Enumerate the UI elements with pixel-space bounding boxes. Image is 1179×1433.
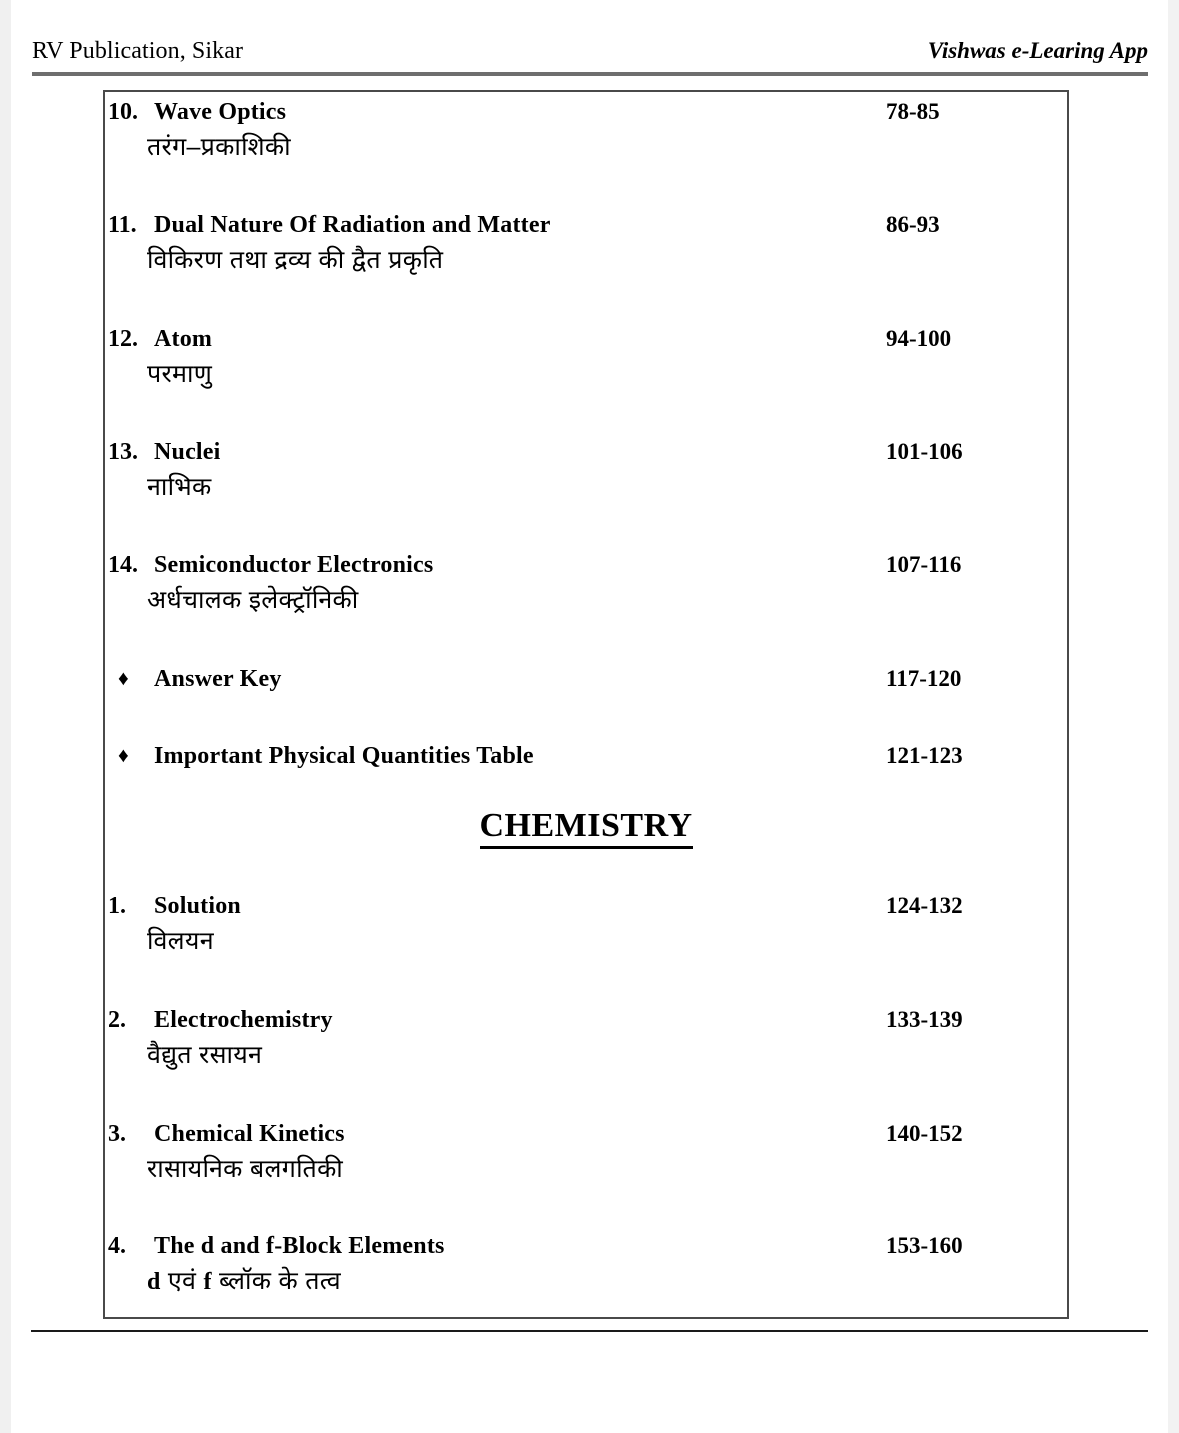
toc-entry-number: 14. xyxy=(108,552,138,578)
toc-entry-main xyxy=(108,212,886,276)
toc-entry[interactable] xyxy=(108,552,1066,616)
toc-entry-title: Answer Key xyxy=(154,666,282,692)
toc-entry-subtitle: वैद्युत रसायन xyxy=(147,1041,263,1069)
app-name: Vishwas e-Learing App xyxy=(927,38,1148,63)
toc-entry-subtitle: तरंग–प्रकाशिकी xyxy=(147,133,291,161)
toc-entry-number: 13. xyxy=(108,439,138,465)
running-head xyxy=(32,38,1148,68)
toc-entry-subtitle: अर्धचालक इलेक्ट्रॉनिकी xyxy=(147,586,359,614)
toc-entry-pages: 86-93 xyxy=(886,212,940,237)
toc-entry-title: Important Physical Quantities Table xyxy=(154,743,534,769)
toc-entry[interactable] xyxy=(108,1121,1066,1185)
toc-entry-subtitle: रासायनिक बलगतिकी xyxy=(147,1155,344,1183)
diamond-bullet-icon: ♦ xyxy=(118,743,129,767)
toc-entry-number: 4. xyxy=(108,1233,126,1259)
toc-entry-main xyxy=(108,743,886,770)
page-edge-strip-right xyxy=(1168,0,1179,1433)
toc-entry-main xyxy=(108,893,886,957)
section-heading-label: CHEMISTRY xyxy=(480,807,693,849)
toc-entry-main xyxy=(108,1121,886,1185)
toc-entry-subtitle: विलयन xyxy=(147,927,214,955)
toc-entry-subtitle: परमाणु xyxy=(147,360,213,388)
diamond-bullet-icon: ♦ xyxy=(118,666,129,690)
toc-entry-number: 12. xyxy=(108,326,138,352)
toc-entry-title: Electrochemistry xyxy=(154,1007,333,1033)
toc-entry-main xyxy=(108,326,886,390)
toc-entry-title: Semiconductor Electronics xyxy=(154,552,434,578)
toc-entry-number: 10. xyxy=(108,99,138,125)
toc-entry[interactable] xyxy=(108,893,1066,957)
toc-entry-number: 11. xyxy=(108,212,137,238)
table-of-contents-box xyxy=(103,90,1069,1319)
toc-entry-number: 3. xyxy=(108,1121,126,1147)
toc-entry-title: The d and f-Block Elements xyxy=(154,1233,445,1259)
toc-entry-pages: 133-139 xyxy=(886,1007,963,1032)
header-divider-rule xyxy=(32,72,1148,76)
toc-entry-subtitle: नाभिक xyxy=(147,473,212,501)
toc-entry-pages: 101-106 xyxy=(886,439,963,464)
subtitle-latin-d: d xyxy=(147,1269,161,1295)
toc-entry-pages: 124-132 xyxy=(886,893,963,918)
table-of-contents-list xyxy=(105,92,1067,1317)
toc-entry-title: Chemical Kinetics xyxy=(154,1121,345,1147)
toc-entry-title: Solution xyxy=(154,893,241,919)
footer-divider-rule xyxy=(31,1330,1148,1332)
toc-entry-main xyxy=(108,439,886,503)
subtitle-tail: ब्लॉक के तत्व xyxy=(211,1267,341,1295)
section-heading-chemistry xyxy=(105,807,1067,845)
toc-entry[interactable] xyxy=(108,666,1066,693)
toc-entry-pages: 121-123 xyxy=(886,743,963,768)
publisher-name: RV Publication, Sikar xyxy=(32,38,244,64)
toc-entry-main xyxy=(108,99,886,163)
toc-entry-main xyxy=(108,552,886,616)
toc-entry-pages: 107-116 xyxy=(886,552,962,577)
toc-entry-title: Wave Optics xyxy=(154,99,287,125)
toc-entry-pages: 153-160 xyxy=(886,1233,963,1258)
subtitle-mid: एवं xyxy=(160,1267,204,1295)
toc-entry-title: Atom xyxy=(154,326,213,352)
subtitle-latin-f: f xyxy=(203,1269,212,1295)
toc-entry-subtitle: विकिरण तथा द्रव्य की द्वैत प्रकृति xyxy=(147,246,444,274)
toc-entry-pages: 78-85 xyxy=(886,99,940,124)
toc-entry-subtitle xyxy=(147,1266,886,1297)
toc-entry[interactable] xyxy=(108,326,1066,390)
toc-entry-title: Dual Nature Of Radiation and Matter xyxy=(154,212,551,238)
toc-entry-main xyxy=(108,1007,886,1071)
toc-entry[interactable] xyxy=(108,1007,1066,1071)
toc-entry[interactable] xyxy=(108,99,1066,163)
toc-entry[interactable] xyxy=(108,212,1066,276)
toc-entry-title: Nuclei xyxy=(154,439,221,465)
toc-entry-number: 1. xyxy=(108,893,126,919)
toc-entry-main xyxy=(108,1233,886,1297)
toc-entry[interactable] xyxy=(108,1233,1066,1297)
toc-entry[interactable] xyxy=(108,743,1066,770)
toc-entry-pages: 117-120 xyxy=(886,666,962,691)
toc-entry[interactable] xyxy=(108,439,1066,503)
toc-entry-pages: 140-152 xyxy=(886,1121,963,1146)
toc-entry-main xyxy=(108,666,886,693)
page-edge-strip-left xyxy=(0,0,11,1433)
toc-entry-number: 2. xyxy=(108,1007,126,1033)
toc-entry-pages: 94-100 xyxy=(886,326,952,351)
